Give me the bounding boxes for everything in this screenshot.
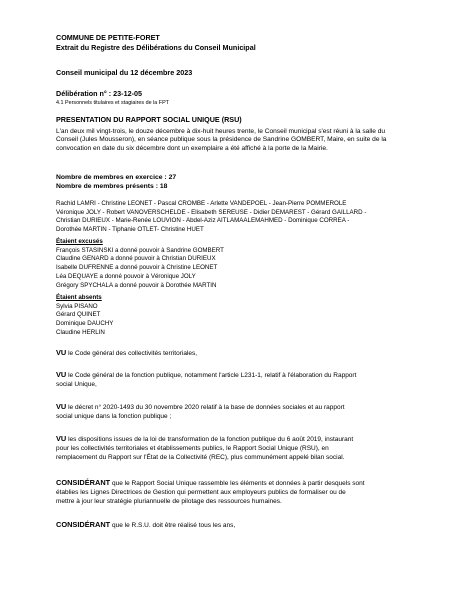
consideration-text: pour les collectivités territoriales et établissements publics, le Rapport Social Unique (RSU), en [56, 445, 329, 452]
consideration-text: mettre à jour leur stratégie pluriannuelle de pilotage des ressources humaines. [56, 498, 282, 505]
list-item: Isabelle DUFRENNE a donné pouvoir à Christine LEONET [56, 264, 218, 272]
present-members-line: Véronique JOLY - Robert VANOVERSCHELDE - Elisabeth SEREUSE - Didier DEMAREST - Gérard GAILLARD - [56, 208, 367, 216]
excused-heading: Étaient excusés [56, 238, 103, 245]
consideration-text: le Code général de la fonction publique, notamment l'article L231-1, relatif à l'élaboration du Rapport [68, 372, 357, 379]
present-members-line: Rachid LAMRI - Christine LEONET - Pascal CROMBE - Arlette VANDEPOEL - Jean-Pierre POMMEROLE [56, 200, 347, 207]
list-item: Dominique DAUCHY [56, 320, 114, 328]
intro-paragraph [56, 128, 396, 153]
consideration-text: que le R.S.U. doit être réalisé tous les ans, [112, 522, 236, 529]
document-title: PRESENTATION DU RAPPORT SOCIAL UNIQUE (RSU) [56, 115, 242, 124]
consideration-item [56, 370, 398, 389]
present-members-list [56, 200, 396, 234]
consideration-text: établies les Lignes Directrices de Gestion qui permettent aux employeurs publics de formaliser ou de [56, 489, 346, 496]
list-item: Claudine HERLIN [56, 328, 105, 336]
consideration-keyword: VU [56, 434, 67, 443]
intro-line: convocation en date du six décembre dont un exemplaire a été affiché à la porte de la Mairie. [56, 144, 328, 152]
members-present: Nombre de membres présents : 18 [56, 183, 168, 190]
consideration-keyword: VU [56, 402, 67, 411]
members-in-office: Nombre de membres en exercice : 27 [56, 174, 177, 181]
extrait-registre: Extrait du Registre des Délibérations du Conseil Municipal [56, 43, 256, 52]
consideration-keyword: VU [56, 370, 67, 379]
consideration-item [56, 520, 398, 530]
consideration-text: social Unique, [56, 381, 97, 388]
consideration-text: social unique dans la fonction publique ; [56, 413, 172, 420]
present-members-line: Dorothée MARTIN - Tiphanie OTLET- Christine HUET [56, 225, 204, 233]
conseil-date: Conseil municipal du 12 décembre 2023 [56, 68, 193, 77]
consideration-keyword: CONSIDÉRANT [56, 478, 111, 487]
intro-line: L'an deux mil vingt-trois, le douze décembre à dix-huit heures trente, le Conseil municipal s'est réuni à la salle du [56, 128, 386, 135]
list-item: Sylvia PISANO [56, 302, 98, 310]
deliberation-category: 4.1 Personnels titulaires et stagiaires de la FPT [56, 100, 169, 106]
intro-line: Conseil (Jules Mousseron), en séance publique sous la présidence de Sandrine GOMBERT, Maire, en suite de la [56, 136, 387, 144]
consideration-item [56, 434, 398, 462]
consideration-text: les dispositions issues de la loi de transformation de la fonction publique du 6 août 2019, instaurant [68, 436, 354, 443]
excused-section [56, 238, 224, 290]
list-item: Claudine GENARD a donné pouvoir à Christian DURIEUX [56, 255, 216, 263]
list-item: Léa DEQUAYE a donné pouvoir à Véronique JOLY [56, 272, 196, 280]
consideration-text: que le Rapport Social Unique rassemble les éléments et données à partir desquels sont [112, 480, 365, 487]
present-members-line: Christian DURIEUX - Marie-Renée LOUVION - Abdel-Aziz AITLAMAALEMAHMED - Dominique CORREA - [56, 217, 350, 225]
absent-heading: Étaient absents [56, 294, 102, 301]
consideration-keyword: VU [56, 348, 67, 357]
consideration-item [56, 402, 398, 421]
absent-section [56, 294, 113, 338]
consideration-text: le Code général des collectivités territoriales, [68, 350, 198, 357]
consideration-keyword: CONSIDÉRANT [56, 520, 111, 529]
consideration-item [56, 478, 398, 506]
consideration-text: remplacement du Rapport sur l'État de la Collectivité (REC), plus communément appelé bilan social. [56, 454, 345, 461]
list-item: Grégory SPYCHALA a donné pouvoir à Dorothée MARTIN [56, 281, 217, 289]
list-item: Gérard QUINET [56, 311, 101, 319]
deliberation-number: Délibération n° : 23-12-05 [56, 89, 142, 98]
list-item: François STASINSKI a donné pouvoir à Sandrine GOMBERT [56, 246, 224, 254]
consideration-text: le décret n° 2020-1493 du 30 novembre 2020 relatif à la base de données sociales et au rapport [68, 404, 345, 411]
consideration-item [56, 348, 398, 358]
commune-name: COMMUNE DE PETITE-FORET [56, 33, 160, 42]
